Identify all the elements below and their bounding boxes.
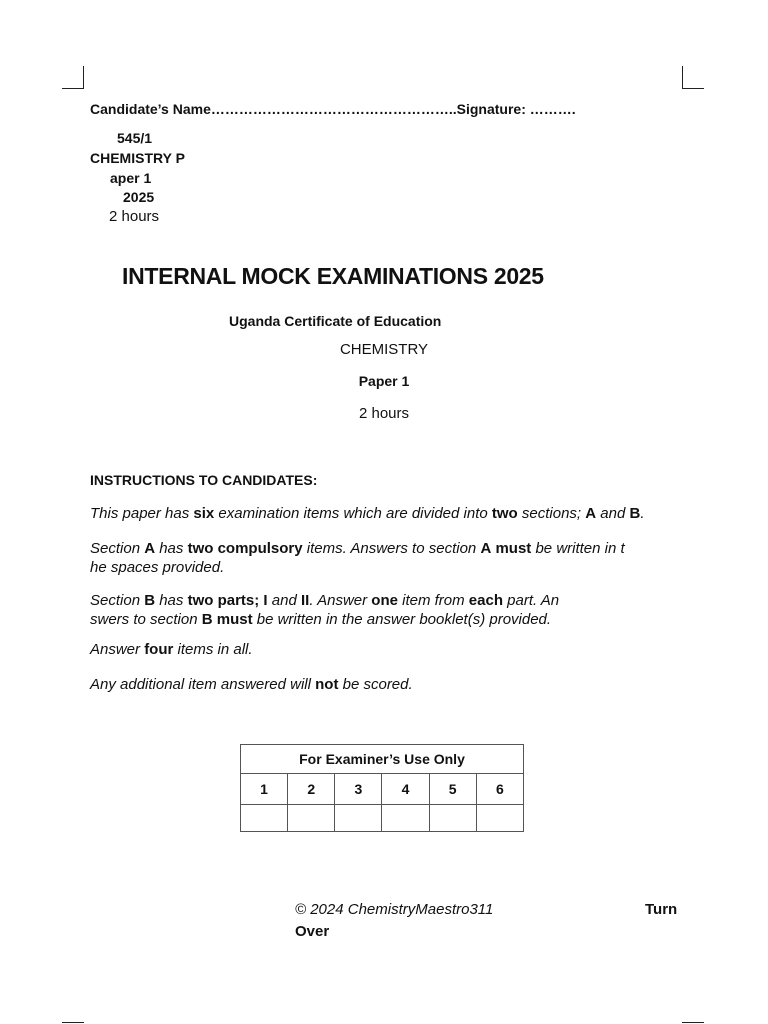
text: two — [491, 505, 518, 522]
subject-line-2: aper 1 — [110, 170, 152, 186]
text: he spaces provided. — [90, 559, 225, 576]
examiner-table-column-4: 4 — [382, 774, 429, 805]
examiner-table-header-row — [241, 774, 524, 805]
crop-mark-bottom-right-horizontal — [682, 1022, 704, 1023]
instruction-paragraph-2 — [90, 539, 680, 577]
paper-code: 545/1 — [117, 130, 153, 146]
instructions-heading: INSTRUCTIONS TO CANDIDATES: — [90, 472, 318, 488]
text: one — [371, 592, 398, 609]
text: Answer — [90, 641, 145, 658]
instruction-paragraph-3 — [90, 591, 680, 629]
header-duration: 2 hours — [109, 208, 160, 225]
exam-title: INTERNAL MOCK EXAMINATIONS 2025 — [122, 263, 544, 289]
text: Any additional item answered will — [90, 676, 316, 693]
text: II — [300, 592, 310, 609]
exam-year: 2025 — [123, 189, 155, 205]
score-cell-6 — [476, 805, 523, 832]
text: item from — [397, 592, 469, 609]
text: part. An — [503, 592, 560, 609]
text: Section — [90, 592, 145, 609]
text: must — [495, 540, 532, 557]
text: be scored. — [338, 676, 413, 693]
text: A — [585, 505, 597, 522]
text: and — [267, 592, 301, 609]
text: has — [155, 540, 188, 557]
text: each — [468, 592, 503, 609]
text: must — [216, 611, 253, 628]
examiner-use-table — [240, 744, 524, 832]
examiner-table-column-2: 2 — [288, 774, 335, 805]
subject-title: CHEMISTRY — [339, 341, 429, 358]
text: four — [144, 641, 174, 658]
instruction-paragraph-4 — [90, 640, 680, 659]
text: . — [640, 505, 645, 522]
text: B — [629, 505, 641, 522]
text: . Answer — [309, 592, 372, 609]
examiner-table-column-6: 6 — [476, 774, 523, 805]
crop-mark-top-left-horizontal — [62, 88, 84, 89]
text: be written in the answer booklet(s) provided. — [252, 611, 552, 628]
score-cell-5 — [429, 805, 476, 832]
subject-line-1: CHEMISTRY P — [90, 150, 185, 166]
examiner-table-column-5: 5 — [429, 774, 476, 805]
text: This paper has — [90, 505, 194, 522]
text: A — [144, 540, 156, 557]
text: Section — [90, 540, 145, 557]
text: items. Answers to section — [302, 540, 481, 557]
candidate-name-signature-line: Candidate’s Name……………………………………………..Signature: ………. — [90, 101, 576, 117]
copyright-notice: © 2024 ChemistryMaestro311 — [295, 901, 494, 918]
crop-mark-top-left-vertical — [83, 66, 84, 88]
text: six — [193, 505, 215, 522]
text: B — [201, 611, 213, 628]
text: B — [144, 592, 156, 609]
text: two parts; I — [187, 592, 268, 609]
title-duration: 2 hours — [358, 405, 410, 422]
text: be written in t — [531, 540, 625, 557]
crop-mark-top-right-horizontal — [682, 88, 704, 89]
text: examination items which are divided into — [214, 505, 492, 522]
instruction-paragraph-1 — [90, 504, 680, 523]
text: and — [596, 505, 630, 522]
turn-label: Turn — [645, 901, 678, 918]
paper-title: Paper 1 — [358, 373, 410, 389]
examiner-table-heading: For Examiner’s Use Only — [241, 745, 524, 774]
text: A — [480, 540, 492, 557]
score-cell-4 — [382, 805, 429, 832]
score-cell-2 — [288, 805, 335, 832]
text: two compulsory — [187, 540, 303, 557]
score-cell-3 — [335, 805, 382, 832]
examiner-table-score-row — [241, 805, 524, 832]
examiner-table-column-1: 1 — [241, 774, 288, 805]
text: has — [155, 592, 188, 609]
crop-mark-top-right-vertical — [682, 66, 683, 88]
instruction-paragraph-5 — [90, 675, 680, 694]
score-cell-1 — [241, 805, 288, 832]
crop-mark-bottom-left-horizontal — [62, 1022, 84, 1023]
text: items in all. — [173, 641, 253, 658]
certificate-name: Uganda Certificate of Education — [229, 313, 442, 329]
text: swers to section — [90, 611, 202, 628]
examiner-table-column-3: 3 — [335, 774, 382, 805]
text: sections; — [517, 505, 586, 522]
over-label: Over — [295, 923, 330, 940]
text: not — [315, 676, 339, 693]
